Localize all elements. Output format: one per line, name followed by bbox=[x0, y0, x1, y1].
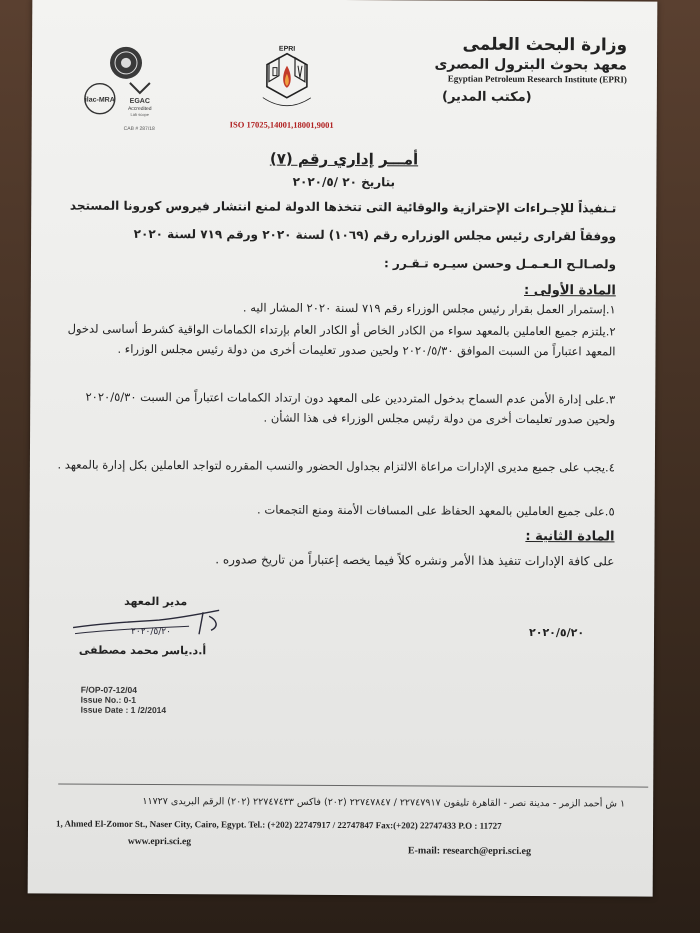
institute-name-en: Egyptian Petroleum Research Institute (EPRI) bbox=[447, 73, 627, 85]
intro-line-1: تـنفيذاً للإجـراءات الإحترازية والوقائية التى تتخذها الدولة لمنع انتشار فيروس كورونا المستجد bbox=[69, 198, 617, 216]
certification-seal-icon bbox=[108, 45, 144, 81]
ministry-name: وزارة البحث العلمى bbox=[462, 34, 628, 56]
intro-line-3: ولصـالـح الـعـمـل وحسن سيـره تـقـرر : bbox=[383, 256, 616, 272]
footer-address-ar: ١ ش أحمد الزمر - مدينة نصر - القاهرة تليفون ٢٢٧٤٧٩١٧ / ٢٢٧٤٧٨٤٧ (٢٠٢) فاكس ٢٢٧٤٧٤٣٣ (٢٠٢) الرقم البريدى ١١٧٢٧ bbox=[142, 795, 626, 810]
article-1-item-4: ٤.يجب على جميع مديرى الإدارات مراعاة الالتزام بجداول الحضور والنسب المقرره لتواجد العاملين بكل إدارة بالمعهد . bbox=[57, 457, 615, 475]
egac-scope-text: Lab scope bbox=[130, 111, 149, 117]
document-date: بتاريخ ٢٠ /٢٠٢٠/٥ bbox=[292, 174, 396, 190]
epri-logo bbox=[247, 41, 327, 119]
footer-address-en: 1, Ahmed El-Zomor St., Naser City, Cairo, Egypt. Tel.: (+202) 22747917 / 22747847 Fax:(+202) 22747433 P.O : 11727 bbox=[56, 818, 502, 831]
issue-date: ٢٠٢٠/٥/٢٠ bbox=[529, 625, 585, 640]
cab-number: CAB # 287/18 bbox=[123, 125, 155, 133]
article-1-item-1: ١.إستمرار العمل بقرار رئيس مجلس الوزراء رقم ٧١٩ لسنة ٢٠٢٠ المشار اليه . bbox=[242, 300, 616, 317]
signatory-title: مدير المعهد bbox=[124, 594, 188, 609]
article-1-item-2: ٢.يلتزم جميع العاملين بالمعهد سواء من الكادر الخاص أو الكادر العام بإرتداء الكمامات الواقية كشرط أساسى لدخول المعهد اعتباراً من السبت الموافق ٢٠٢٠/٥/٣٠ ولحين صدور تعليمات أخرى من دولة رئيس مجلس الوزراء . bbox=[67, 321, 616, 359]
epri-logo-text: EPRI bbox=[278, 45, 296, 53]
form-issue-no: Issue No.: 0-1 bbox=[80, 694, 136, 705]
footer-website: www.epri.sci.eg bbox=[127, 836, 192, 848]
intro-line-2: ووفقاً لقرارى رئيس مجلس الوزراره رقم (١٠٦٩) لسنة ٢٠٢٠ ورقم ٧١٩ لسنة ٢٠٢٠ bbox=[133, 226, 617, 244]
form-metadata bbox=[81, 685, 167, 715]
document-title bbox=[31, 148, 656, 169]
form-issue-date: Issue Date : 1 /2/2014 bbox=[80, 704, 167, 716]
footer-divider bbox=[58, 784, 648, 788]
egac-logo-text: EGAC bbox=[129, 97, 150, 105]
egac-logo bbox=[122, 79, 158, 121]
footer-email: E-mail: research@epri.sci.eg bbox=[407, 845, 531, 857]
article-1-item-5: ٥.على جميع العاملين بالمعهد الحفاظ على المسافات الأمنة ومنع التجمعات . bbox=[257, 502, 615, 519]
article-2-heading: المادة الثانية : bbox=[525, 528, 615, 545]
ilac-logo-text: ilac-MRA bbox=[84, 96, 115, 104]
article-2-text: على كافة الإدارات تنفيذ هذا الأمر ونشره كلاً فيما يخصه إعتباراً من تاريخ صدوره . bbox=[215, 552, 615, 569]
institute-name-ar: معهد بحوث البترول المصرى bbox=[434, 56, 628, 74]
iso-certifications: ISO 17025,14001,18001,9001 bbox=[229, 119, 334, 130]
article-1-item-3: ٣.على إدارة الأمن عدم السماح بدخول المترددين على المعهد دون ارتداد الكمامات اعتباراً من السبت ٢٠٢٠/٥/٣٠ ولحين صدور تعليمات أخرى من دولة رئيس مجلس الوزراء فى هذا الشأن . bbox=[85, 389, 616, 427]
article-1-heading: المادة الأولى : bbox=[524, 282, 616, 299]
egac-accredited-text: Accredited bbox=[127, 105, 152, 112]
form-code: F/OP-07-12/04 bbox=[80, 684, 137, 695]
office-label: (مكتب المدير) bbox=[441, 89, 532, 105]
document-page bbox=[28, 0, 658, 897]
handwritten-date: ٢٠٢٠/٥/٢٠ bbox=[131, 626, 171, 638]
title-prefix: أمـــر bbox=[378, 150, 419, 169]
ilac-mra-logo bbox=[82, 81, 118, 117]
signatory-name: أ.د.ياسر محمد مصطفى bbox=[78, 643, 207, 658]
handwritten-signature bbox=[69, 604, 229, 645]
letterhead-arabic bbox=[387, 34, 627, 105]
title-rest: إداري رقم (٧) bbox=[269, 149, 374, 169]
